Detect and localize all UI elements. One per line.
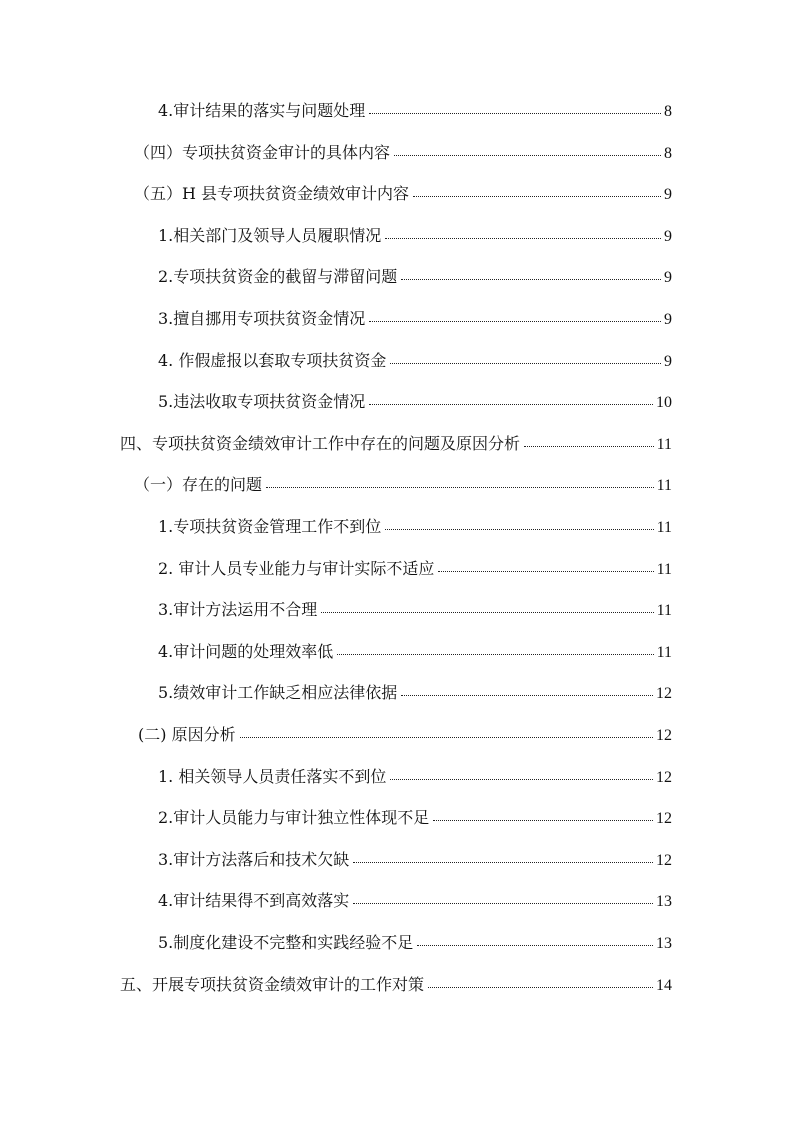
toc-page-number: 11 xyxy=(656,519,672,536)
toc-leader-dots xyxy=(321,612,653,613)
toc-entry-title: （五）H 县专项扶贫资金绩效审计内容 xyxy=(134,184,410,203)
toc-entry-title: 五、开展专项扶贫资金绩效审计的工作对策 xyxy=(120,975,425,994)
toc-leader-dots xyxy=(369,321,661,322)
toc-leader-dots xyxy=(428,987,653,988)
toc-entry[interactable] xyxy=(158,555,672,583)
toc-leader-dots xyxy=(390,779,653,780)
toc-entry[interactable] xyxy=(158,929,672,957)
toc-page-number: 11 xyxy=(656,477,672,494)
toc-page-number: 9 xyxy=(664,311,672,328)
toc-leader-dots xyxy=(240,737,653,738)
toc-page-number: 12 xyxy=(656,810,672,827)
toc-entry-title: 3.擅自挪用专项扶贫资金情况 xyxy=(158,309,366,328)
toc-entry[interactable] xyxy=(158,97,672,125)
toc-entry[interactable] xyxy=(158,347,672,375)
toc-entry-title: 3.审计方法落后和技术欠缺 xyxy=(158,850,350,869)
toc-entry-title: 1.专项扶贫资金管理工作不到位 xyxy=(158,517,382,536)
toc-leader-dots xyxy=(390,363,661,364)
toc-page-number: 8 xyxy=(664,103,672,120)
toc-page-number: 13 xyxy=(656,935,672,952)
toc-entry[interactable] xyxy=(158,846,672,874)
toc-entry-title: 4.审计结果的落实与问题处理 xyxy=(158,101,366,120)
toc-page-number: 9 xyxy=(664,186,672,203)
toc-entry[interactable] xyxy=(158,763,672,791)
toc-leader-dots xyxy=(417,945,653,946)
toc-leader-dots xyxy=(394,155,661,156)
toc-entry[interactable] xyxy=(158,887,672,915)
toc-entry[interactable] xyxy=(134,471,672,499)
toc-page-number: 12 xyxy=(656,685,672,702)
toc-page-number: 9 xyxy=(664,269,672,286)
toc-leader-dots xyxy=(337,654,653,655)
toc-entry[interactable] xyxy=(158,222,672,250)
toc-entry[interactable] xyxy=(158,679,672,707)
toc-entry[interactable] xyxy=(158,513,672,541)
toc-leader-dots xyxy=(353,903,653,904)
toc-leader-dots xyxy=(401,279,661,280)
toc-entry-title: 四、专项扶贫资金绩效审计工作中存在的问题及原因分析 xyxy=(120,434,521,453)
toc-leader-dots xyxy=(369,113,661,114)
toc-entry[interactable] xyxy=(158,596,672,624)
toc-leader-dots xyxy=(433,820,653,821)
toc-entry-title: 4.审计问题的处理效率低 xyxy=(158,642,334,661)
toc-entry-title: 1. 相关领导人员责任落实不到位 xyxy=(158,767,387,786)
toc-entry-title: （一）存在的问题 xyxy=(134,475,263,494)
toc-entry[interactable] xyxy=(158,388,672,416)
toc-page-number: 10 xyxy=(656,394,672,411)
toc-entry[interactable] xyxy=(158,263,672,291)
toc-entry[interactable] xyxy=(134,180,672,208)
toc-page-number: 11 xyxy=(656,644,672,661)
toc-entry-title: 2.专项扶贫资金的截留与滞留问题 xyxy=(158,267,398,286)
toc-leader-dots xyxy=(385,529,653,530)
toc-entry-title: 3.审计方法运用不合理 xyxy=(158,600,318,619)
toc-entry[interactable] xyxy=(138,721,672,749)
toc-entry-title: 5.绩效审计工作缺乏相应法律依据 xyxy=(158,683,398,702)
toc-leader-dots xyxy=(353,862,653,863)
toc-page-number: 13 xyxy=(656,893,672,910)
toc-leader-dots xyxy=(413,196,661,197)
toc-leader-dots xyxy=(524,446,654,447)
toc-entry-title: 1.相关部门及领导人员履职情况 xyxy=(158,226,382,245)
toc-entry-title: 4. 作假虚报以套取专项扶贫资金 xyxy=(158,351,387,370)
toc-leader-dots xyxy=(369,404,653,405)
toc-page-number: 11 xyxy=(656,436,672,453)
toc-entry-title: 4.审计结果得不到高效落实 xyxy=(158,891,350,910)
toc-page-number: 11 xyxy=(656,561,672,578)
toc-entry-title: 5.违法收取专项扶贫资金情况 xyxy=(158,392,366,411)
toc-page-number: 14 xyxy=(656,977,672,994)
toc-entry-title: 5.制度化建设不完整和实践经验不足 xyxy=(158,933,414,952)
toc-page-number: 12 xyxy=(656,727,672,744)
toc-page-number: 12 xyxy=(656,852,672,869)
toc-entry[interactable] xyxy=(158,305,672,333)
toc-entry-title: 2.审计人员能力与审计独立性体现不足 xyxy=(158,808,430,827)
toc-page-number: 12 xyxy=(656,769,672,786)
toc-entry-title: （四）专项扶贫资金审计的具体内容 xyxy=(134,143,391,162)
toc-page-number: 9 xyxy=(664,228,672,245)
toc-entry[interactable] xyxy=(158,804,672,832)
toc-entry[interactable] xyxy=(120,430,672,458)
toc-leader-dots xyxy=(266,487,654,488)
toc-entry[interactable] xyxy=(158,638,672,666)
toc-leader-dots xyxy=(401,695,653,696)
toc-entry-title: 2. 审计人员专业能力与审计实际不适应 xyxy=(158,559,435,578)
toc-entry-title: (二) 原因分析 xyxy=(138,725,236,744)
toc-page-number: 11 xyxy=(656,602,672,619)
toc-entry[interactable] xyxy=(134,139,672,167)
toc-entry[interactable] xyxy=(120,971,672,999)
toc-page-number: 9 xyxy=(664,353,672,370)
toc-page-number: 8 xyxy=(664,145,672,162)
toc-leader-dots xyxy=(438,571,653,572)
toc-leader-dots xyxy=(385,238,661,239)
